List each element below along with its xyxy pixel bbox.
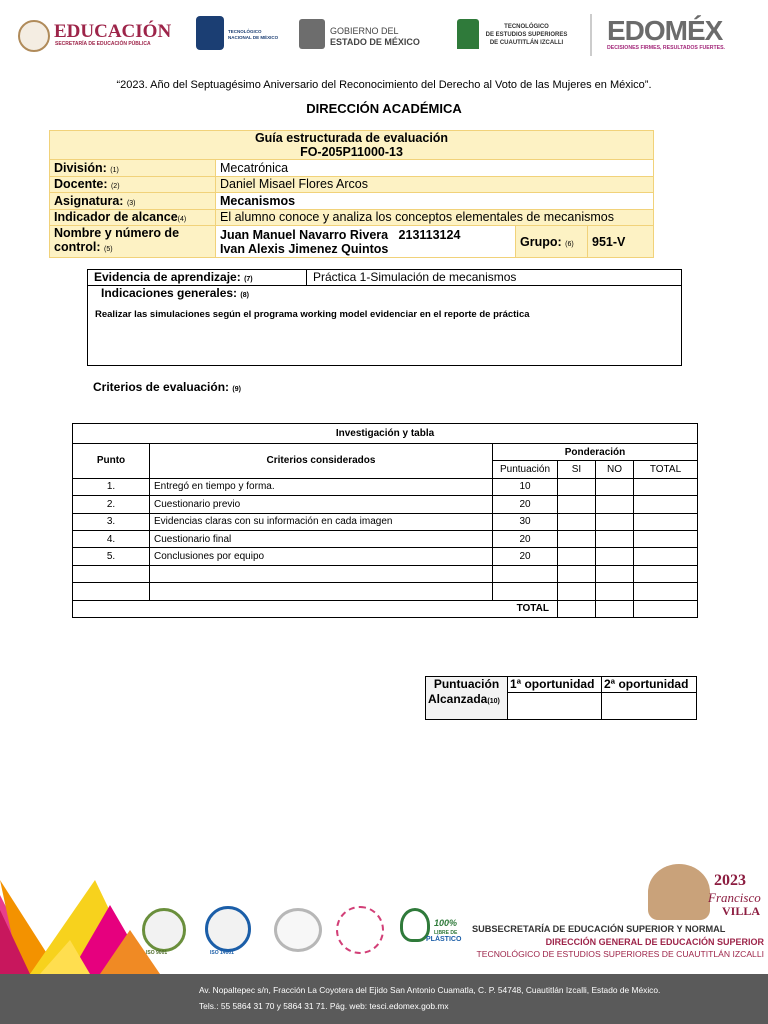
indicaciones-text: Realizar las simulaciones según el programa working model evidenciar en el reporte de práctica [95, 309, 530, 320]
empty-cell [596, 565, 634, 582]
row-no[interactable] [596, 496, 634, 513]
op1-label: 1ª oportunidad [508, 677, 602, 693]
nombre-value-cell [216, 226, 516, 258]
iso-9001-label: ISO 9001 [146, 950, 168, 956]
row-punto: 3. [73, 513, 150, 530]
logo-gob-1: GOBIERNO DEL [330, 26, 399, 36]
table-row [73, 478, 698, 495]
row-si[interactable] [558, 530, 596, 547]
empty-cell [596, 583, 634, 600]
table-row [73, 530, 698, 547]
op2-value[interactable] [602, 693, 697, 720]
col-puntuacion: Puntuación [493, 461, 558, 478]
subsecretaria: SUBSECRETARÍA DE EDUCACIÓN SUPERIOR Y NORMAL [472, 924, 726, 934]
logo-tecnm-1: TECNOLÓGICO [228, 29, 262, 34]
row-puntuacion: 20 [493, 530, 558, 547]
total-value[interactable] [634, 600, 698, 617]
empty-cell [150, 583, 493, 600]
row-total[interactable] [634, 513, 698, 530]
total-si[interactable] [558, 600, 596, 617]
col-total: TOTAL [634, 461, 698, 478]
puntuacion-table [425, 676, 697, 720]
empty-cell [73, 583, 150, 600]
row-puntuacion: 30 [493, 513, 558, 530]
criterios-label: Criterios de evaluación: [93, 380, 230, 394]
logo-edomex: EDOMÉX [607, 15, 723, 46]
nombre-label-1: Nombre y número de [54, 226, 180, 240]
row-total[interactable] [634, 496, 698, 513]
row-criterio: Conclusiones por equipo [150, 548, 493, 565]
indicaciones-label: Indicaciones generales: [101, 286, 238, 300]
empty-cell [558, 565, 596, 582]
row-punto: 4. [73, 530, 150, 547]
row-total[interactable] [634, 478, 698, 495]
page-title: DIRECCIÓN ACADÉMICA [306, 101, 462, 116]
row-punto: 1. [73, 478, 150, 495]
row-criterio: Entregó en tiempo y forma. [150, 478, 493, 495]
row-si[interactable] [558, 513, 596, 530]
puntuacion-label-1: Puntuación [433, 677, 500, 691]
empty-cell [493, 565, 558, 582]
col-si: SI [558, 461, 596, 478]
nombre-value-1: Juan Manuel Navarro Rivera 213113124 [220, 227, 461, 242]
evidencia-box [87, 269, 682, 366]
docente-num: (2) [110, 183, 120, 191]
table-row [73, 496, 698, 513]
indicaciones-num: (8) [240, 292, 249, 299]
criterios-heading [93, 380, 241, 394]
table-title: Investigación y tabla [73, 424, 698, 444]
nombre-num: (5) [104, 246, 113, 253]
empty-cell [558, 583, 596, 600]
villa-francisco: Francisco [708, 890, 761, 905]
evidencia-label: Evidencia de aprendizaje: [94, 270, 241, 284]
row-punto: 5. [73, 548, 150, 565]
table-row-empty [73, 565, 698, 582]
puntuacion-num: (10) [487, 698, 500, 705]
guia-table [49, 130, 654, 258]
iso-14001-label: ISO 14001 [210, 950, 234, 956]
guia-title-cell [50, 131, 654, 160]
villa-name: VILLA [722, 904, 761, 918]
indicador-label: Indicador de alcance [54, 210, 178, 225]
footer-contact: Tels.: 55 5864 31 70 y 5864 31 71. Pág. web: tesci.edomex.gob.mx [199, 1001, 449, 1011]
footer-address-bar [0, 974, 768, 1024]
grupo-label-cell [516, 226, 588, 258]
empty-cell [150, 565, 493, 582]
col-punto: Punto [73, 444, 150, 479]
total-label: TOTAL [73, 600, 558, 617]
footer-address: Av. Nopaltepec s/n, Fracción La Coyotera del Ejido San Antonio Cuamatla, C. P. 54748, Cuautitlán Izcalli, Estado de México. [199, 985, 661, 995]
asignatura-num: (3) [126, 199, 136, 207]
puntuacion-label-cell [426, 677, 508, 720]
col-criterios: Criterios considerados [150, 444, 493, 479]
asignatura-label-cell [50, 193, 216, 210]
asignatura-value: Mecanismos [216, 193, 654, 210]
iso-14001-icon [205, 906, 251, 952]
col-no: NO [596, 461, 634, 478]
criterios-num: (9) [232, 386, 241, 393]
row-criterio: Cuestionario final [150, 530, 493, 547]
row-si[interactable] [558, 548, 596, 565]
sep-emblem-icon [18, 20, 50, 52]
indicador-num: (4) [177, 216, 187, 224]
grupo-label: Grupo: [520, 234, 562, 249]
row-si[interactable] [558, 478, 596, 495]
row-no[interactable] [596, 478, 634, 495]
table-row [73, 513, 698, 530]
puntuacion-label-2: Alcanzada [428, 692, 488, 706]
table-row [73, 548, 698, 565]
logo-tesci-1: TECNOLÓGICO [504, 24, 549, 30]
guia-title: Guía estructurada de evaluación [254, 131, 449, 145]
logo-edomex-sub: DECISIONES FIRMES, RESULTADOS FUERTES. [607, 45, 725, 51]
logo-tesci-3: DE CUAUTITLÁN IZCALLI [489, 40, 564, 46]
division-label: División [54, 160, 103, 175]
francisco-villa-portrait-icon [648, 864, 710, 920]
plastic-libre: LIBRE DE [434, 930, 458, 936]
evidencia-value: Práctica 1-Simulación de mecanismos [313, 270, 517, 284]
logo-gob-2: ESTADO DE MÉXICO [330, 37, 420, 47]
evidencia-label-cell [88, 270, 307, 285]
grupo-value: 951-V [588, 226, 654, 258]
indicaciones-heading [88, 286, 681, 300]
row-puntuacion: 20 [493, 496, 558, 513]
evidencia-num: (7) [244, 276, 253, 283]
tesci-cactus-icon [457, 19, 479, 49]
row-criterio: Evidencias claras con su información en cada imagen [150, 513, 493, 530]
header-logos [0, 0, 768, 68]
row-total[interactable] [634, 530, 698, 547]
nombre-label-2: control: [54, 240, 101, 254]
row-total[interactable] [634, 548, 698, 565]
plastic-label: PLÁSTICO [426, 936, 462, 943]
nombre-label-cell [50, 226, 216, 258]
asignatura-label: Asignatura: [54, 193, 124, 208]
logo-educacion: EDUCACIÓN [54, 21, 172, 42]
grupo-num: (6) [565, 240, 574, 248]
empty-cell [73, 565, 150, 582]
row-si[interactable] [558, 496, 596, 513]
col-ponderacion: Ponderación [493, 444, 698, 461]
villa-year: 2023 [714, 872, 746, 889]
row-criterio: Cuestionario previo [150, 496, 493, 513]
indicador-label-cell [50, 209, 216, 226]
division-label-cell: División: (1) [50, 160, 216, 177]
logo-educacion-sub: SECRETARÍA DE EDUCACIÓN PÚBLICA [55, 41, 151, 47]
empty-cell [634, 565, 698, 582]
tesci-name: TECNOLÓGICO DE ESTUDIOS SUPERIORES DE CUAUTITLÁN IZCALLI [476, 949, 764, 959]
guia-code: FO-205P11000-13 [300, 145, 403, 159]
docente-value: Daniel Misael Flores Arcos [216, 176, 654, 193]
op1-value[interactable] [508, 693, 602, 720]
plastic-100: 100% [434, 918, 458, 928]
iso-9001-icon [142, 908, 186, 952]
logo-tesci-2: DE ESTUDIOS SUPERIORES [485, 32, 568, 38]
row-no[interactable] [596, 548, 634, 565]
row-punto: 2. [73, 496, 150, 513]
logo-tecnm-2: NACIONAL DE MÉXICO [228, 35, 279, 40]
evidencia-row [88, 270, 681, 286]
row-no[interactable] [596, 513, 634, 530]
empty-cell [493, 583, 558, 600]
header-divider [590, 14, 592, 56]
gobierno-shield-icon [299, 19, 325, 49]
motto: “2023. Año del Septuagésimo Aniversario del Reconocimiento del Derecho al Voto de las Mujeres en México”. [116, 79, 652, 91]
op2-label: 2ª oportunidad [602, 677, 697, 693]
total-no[interactable] [596, 600, 634, 617]
nombre-value-2: Ivan Alexis Jimenez Quintos [220, 241, 389, 256]
empty-cell [634, 583, 698, 600]
table-total-row [73, 600, 698, 617]
table-row-empty [73, 583, 698, 600]
row-puntuacion: 10 [493, 478, 558, 495]
division-value: Mecatrónica [216, 160, 654, 177]
tecnm-gear-icon [196, 16, 224, 50]
indicador-value: El alumno conoce y analiza los conceptos elementales de mecanismos [216, 209, 654, 226]
direccion-general: DIRECCIÓN GENERAL DE EDUCACIÓN SUPERIOR [545, 937, 764, 947]
check-seal-icon [274, 908, 322, 952]
criterios-table [72, 423, 698, 618]
row-no[interactable] [596, 530, 634, 547]
row-puntuacion: 20 [493, 548, 558, 565]
division-num: (1) [110, 166, 119, 174]
docente-label-cell [50, 176, 216, 193]
docente-label: Docente: [54, 177, 108, 192]
equality-seal-icon [336, 906, 384, 954]
